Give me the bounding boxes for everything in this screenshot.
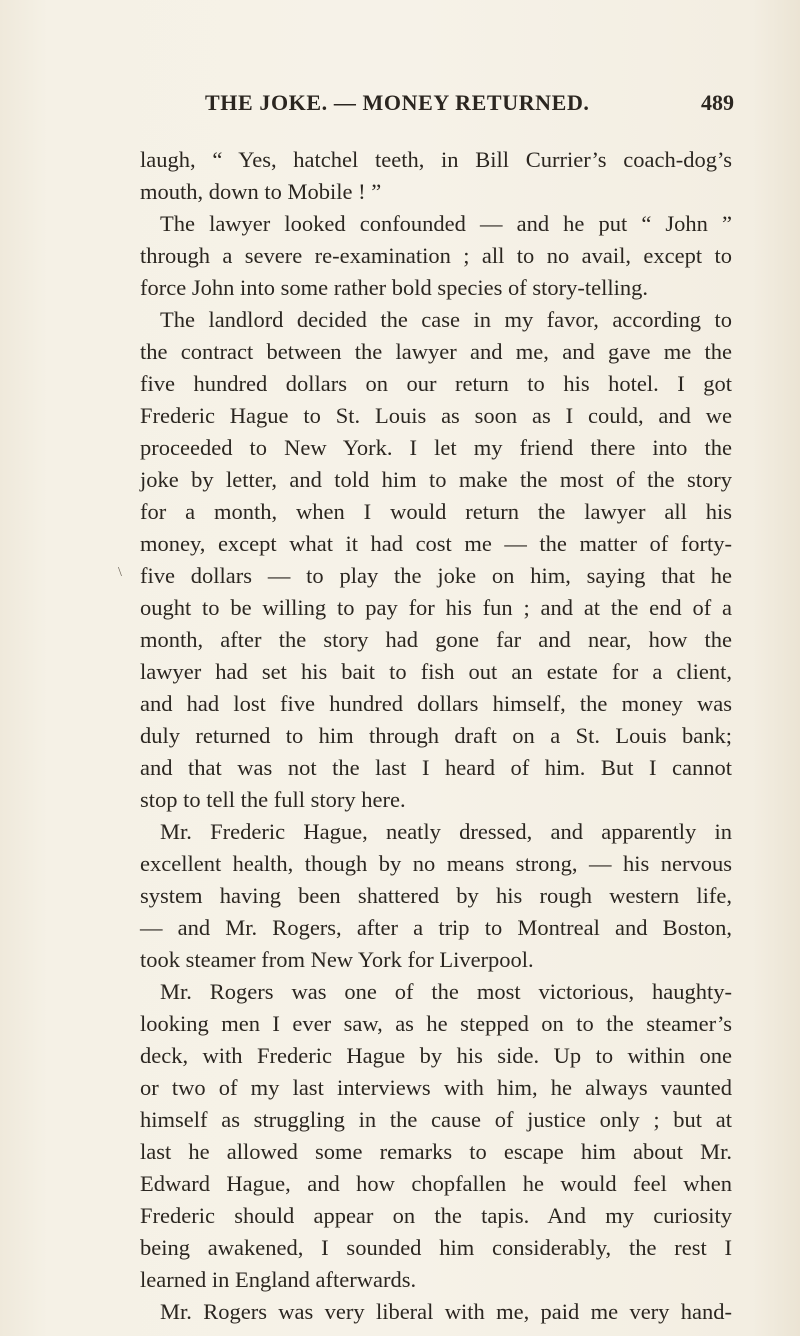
text-line: or two of my last interviews with him, he always vaunted bbox=[140, 1075, 732, 1100]
text-line: Mr. Rogers was one of the most victorious, haughty- bbox=[160, 979, 732, 1004]
text-line: excellent health, though by no means strong, — his nervous bbox=[140, 851, 732, 876]
text-line: force John into some rather bold species of story-telling. bbox=[140, 275, 648, 300]
text-line: himself as struggling in the cause of justice only ; but at bbox=[140, 1107, 732, 1132]
text-line: learned in England afterwards. bbox=[140, 1267, 417, 1292]
text-line: system having been shattered by his rough western life, bbox=[140, 883, 732, 908]
text-line: lawyer had set his bait to fish out an estate for a client, bbox=[140, 659, 732, 684]
text-line: and had lost five hundred dollars himself, the money was bbox=[140, 691, 732, 716]
text-line: for a month, when I would return the lawyer all his bbox=[140, 499, 732, 524]
page-number: 489 bbox=[701, 90, 734, 115]
chapter-title: THE JOKE. — MONEY RETURNED. bbox=[205, 90, 590, 115]
text-line: — and Mr. Rogers, after a trip to Montreal and Boston, bbox=[140, 915, 732, 940]
text-line: five hundred dollars on our return to his hotel. I got bbox=[140, 371, 732, 396]
text-line: Frederic Hague to St. Louis as soon as I could, and we bbox=[140, 403, 732, 428]
text-line: laugh, “ Yes, hatchel teeth, in Bill Currier’s coach-dog’s bbox=[140, 147, 732, 172]
text-line: through a severe re-examination ; all to no avail, except to bbox=[140, 243, 732, 268]
text-line: month, after the story had gone far and near, how the bbox=[140, 627, 732, 652]
text-line: ought to be willing to pay for his fun ; and at the end of a bbox=[140, 595, 732, 620]
text-line: and that was not the last I heard of him. But I cannot bbox=[140, 755, 732, 780]
text-line: mouth, down to Mobile ! ” bbox=[140, 179, 382, 204]
text-line: the contract between the lawyer and me, and gave me the bbox=[140, 339, 732, 364]
running-header bbox=[0, 90, 800, 120]
text-line: Mr. Rogers was very liberal with me, paid me very hand- bbox=[160, 1299, 732, 1324]
text-line: duly returned to him through draft on a St. Louis bank; bbox=[140, 723, 732, 748]
text-line: stop to tell the full story here. bbox=[140, 787, 406, 812]
text-line: The lawyer looked confounded — and he put “ John ” bbox=[160, 211, 732, 236]
body-text bbox=[140, 144, 732, 1328]
text-line: took steamer from New York for Liverpool. bbox=[140, 947, 534, 972]
text-line: looking men I ever saw, as he stepped on to the steamer’s bbox=[140, 1011, 732, 1036]
text-line: joke by letter, and told him to make the most of the story bbox=[140, 467, 732, 492]
text-line: five dollars — to play the joke on him, saying that he bbox=[140, 563, 732, 588]
text-line: money, except what it had cost me — the matter of forty- bbox=[140, 531, 732, 556]
text-line: being awakened, I sounded him considerably, the rest I bbox=[140, 1235, 732, 1260]
text-line: Frederic should appear on the tapis. And my curiosity bbox=[140, 1203, 732, 1228]
text-line: proceeded to New York. I let my friend there into the bbox=[140, 435, 732, 460]
text-line: Mr. Frederic Hague, neatly dressed, and apparently in bbox=[160, 819, 732, 844]
text-line: Edward Hague, and how chopfallen he would feel when bbox=[140, 1171, 732, 1196]
text-line: last he allowed some remarks to escape him about Mr. bbox=[140, 1139, 732, 1164]
text-line: The landlord decided the case in my favor, according to bbox=[160, 307, 732, 332]
text-line: deck, with Frederic Hague by his side. Up to within one bbox=[140, 1043, 732, 1068]
margin-mark: \ bbox=[118, 565, 122, 580]
